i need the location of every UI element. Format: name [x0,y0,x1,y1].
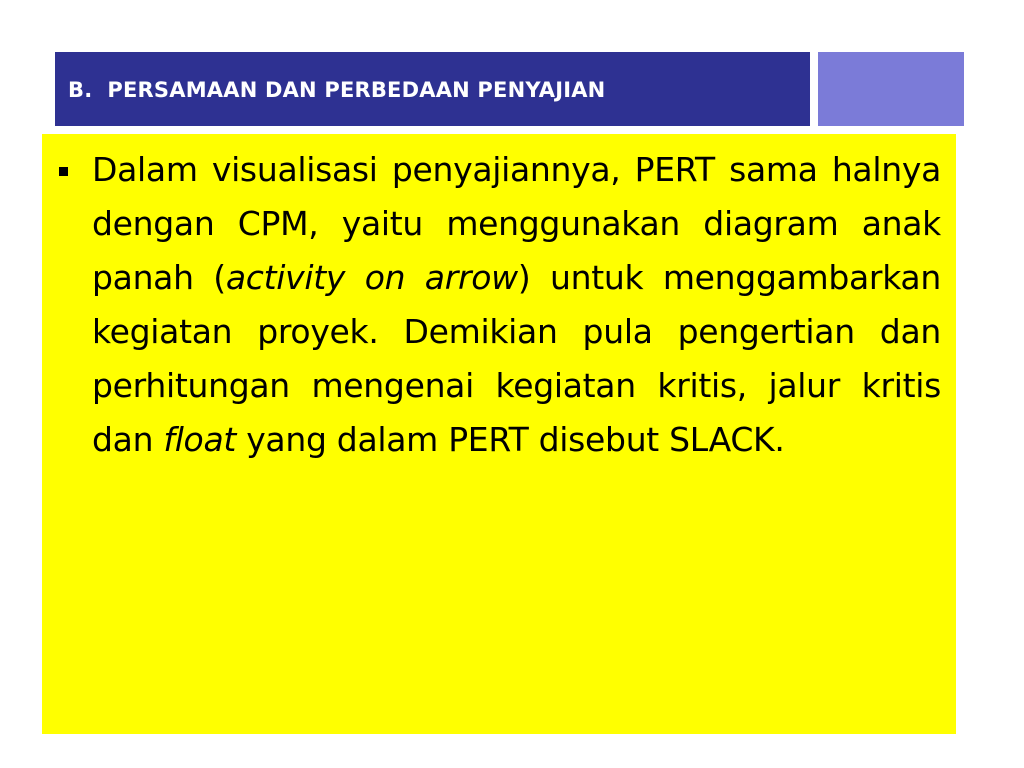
content-box [42,134,956,734]
paragraph-text-part-1: Dalam visualisasi penyajiannya, PERT sama halnya dengan CPM, yaitu menggunakan diagram anak panah ( [92,150,941,297]
square-bullet-icon [59,167,68,176]
body-paragraph [92,143,941,467]
paragraph-text-part-3: yang dalam PERT disebut SLACK. [236,420,785,459]
paragraph-italic-activity-on-arrow: activity on arrow [225,258,518,297]
accent-block [818,52,964,126]
paragraph-italic-float: float [163,420,237,459]
title-bar [55,52,810,126]
slide-title: B. PERSAMAAN DAN PERBEDAAN PENYAJIAN [68,78,606,102]
paragraph-text-part-2: ) untuk menggambarkan kegiatan proyek. Demikian pula pengertian dan perhitungan mengenai kegiatan kritis, jalur kritis dan [92,258,941,459]
